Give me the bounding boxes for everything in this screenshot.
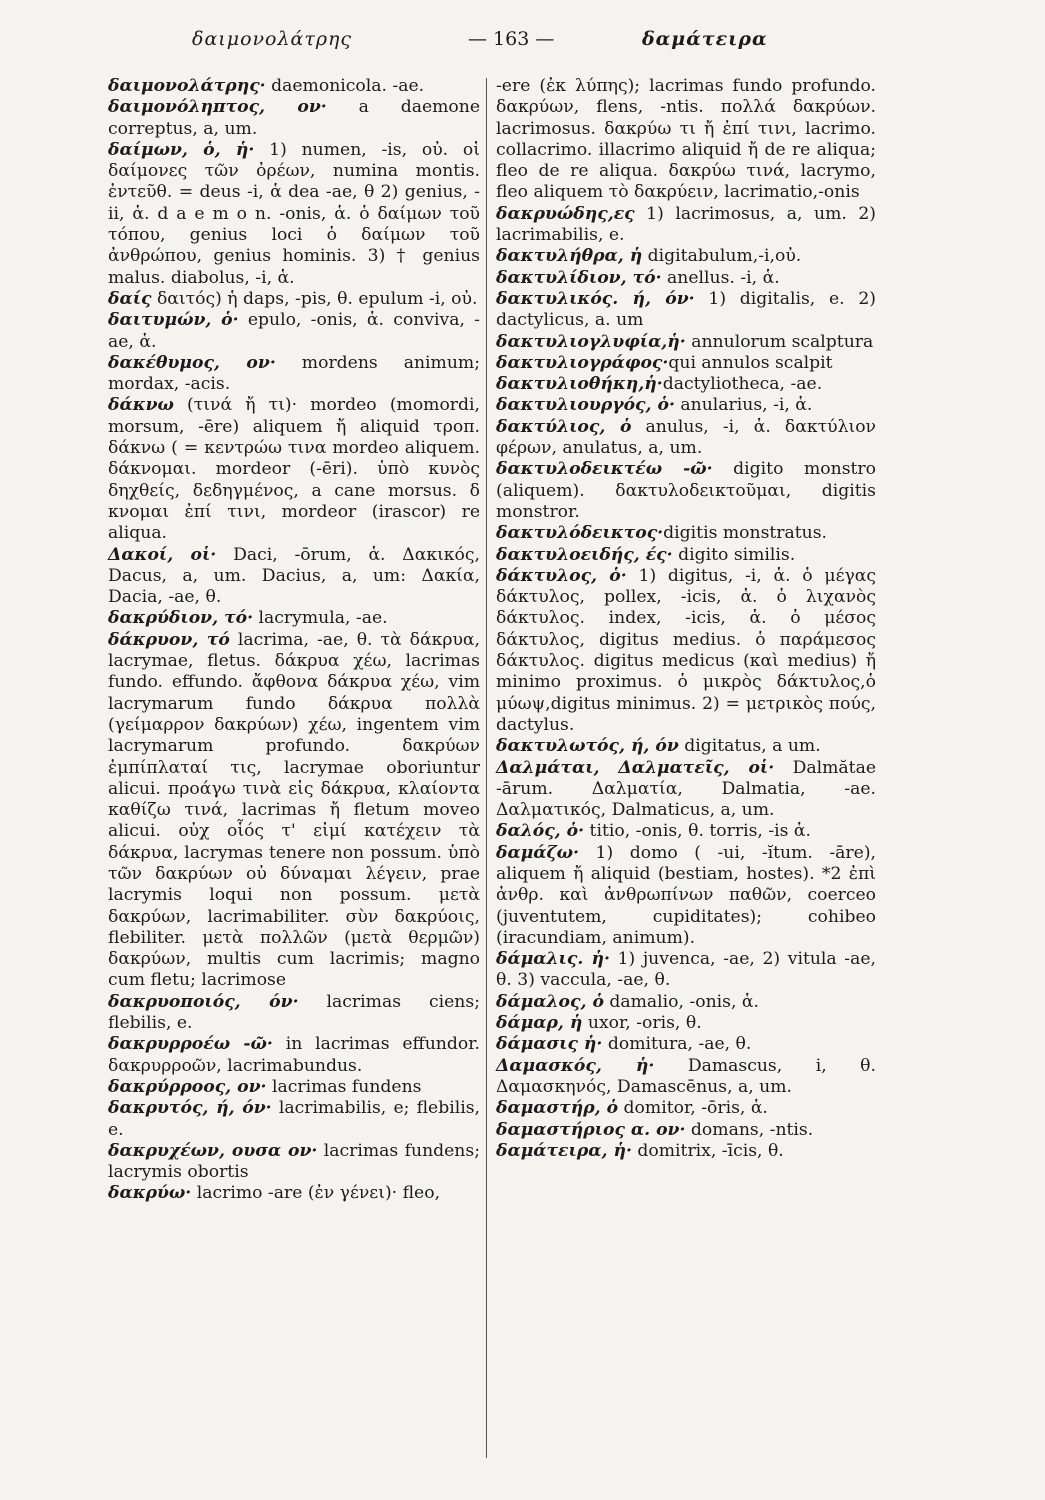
entry-headword: δακτυλιοθήκη,ἡ· [496,374,663,395]
dictionary-entry [496,523,876,544]
dictionary-entry [496,1098,876,1119]
dictionary-entry [496,1034,876,1055]
dictionary-entry [496,1120,876,1141]
entry-definition: domitrix, -īcis, θ. [631,1140,784,1161]
entry-definition: lacrimabilis, e; flebilis, e. [108,1098,480,1140]
entry-definition: Daci, -ōrum, ἁ. Δακικός, Dacus, a, um. Dacius, a, um: Δακία, Dacia, -ae, θ. [108,544,480,608]
running-head [0,28,1045,58]
entry-headword: δαμάτειρα, ἡ· [496,1140,632,1161]
entry-definition: 1) digitus, -i, ἁ. ὁ μέγας δάκτυλος, pollex, -icis, ἁ. ὁ λιχανὸς δάκτυλος. index, -icis, ἁ. ὁ μέσος δάκτυλος, digitus medius. ὁ παράμεσος δάκτυλος. digitus medicus (καὶ medius) ἤ minimo proximus. ὁ μικρὸς δάκτυλος,ὁ μύωψ,digitus minimus. 2) = μετρικὸς πούς, dactylus. [496,565,876,735]
entry-headword: δαιτυμών, ὁ· [108,310,239,331]
dictionary-entry [108,1141,480,1184]
entry-headword: δακτυλήθρα, ἡ [496,246,643,267]
dictionary-entry [108,395,480,544]
entry-definition: damalio, -onis, ἁ. [603,991,759,1012]
entry-headword: δακέθυμος, ον· [108,352,276,373]
header-last-word: δαμάτειρα [642,28,768,50]
dictionary-entry [108,310,480,353]
entry-headword: δάμασις ἡ· [496,1034,603,1055]
dictionary-entry [108,353,480,396]
entry-definition: daemonicola. -ae. [265,76,425,96]
entry-definition: uxor, -oris, θ. [582,1013,702,1034]
dictionary-entry [496,843,876,949]
entry-definition: Dalmătae -ārum. Δαλματία, Dalmatia, -ae. Δαλματικός, Dalmaticus, a, um. [496,757,876,821]
dictionary-entry [108,289,480,310]
dictionary-entry [496,289,876,332]
dictionary-entry [496,76,876,204]
entry-definition: dactyliotheca, -ae. [662,374,823,395]
dictionary-entry [108,630,480,992]
entry-headword: δακρυχέων, ουσα ον· [108,1140,318,1161]
dictionary-entry [496,353,876,374]
entry-definition: mordens animum; mordax, -acis. [108,352,480,395]
entry-headword: δαμάζω· [496,842,580,863]
entry-headword: δάκνω [108,395,174,416]
entry-definition: digitis monstratus. [663,523,828,544]
dictionary-entry [496,758,876,822]
entry-definition: anularius, -i, ἁ. [674,395,813,416]
dictionary-entry [496,992,876,1013]
dictionary-entry [496,459,876,523]
entry-definition: 1) lacrimosus, a, um. 2) lacrimabilis, e. [496,203,876,246]
entry-definition: δαιτός) ἡ daps, -pis, θ. epulum -i, οὐ. [151,288,478,309]
dictionary-entry [108,140,480,289]
entry-headword: δαμαστήριος α. ον· [496,1119,686,1140]
dictionary-entry [496,949,876,992]
entry-definition: domitura, -ae, θ. [602,1034,752,1055]
right-column [496,76,876,1162]
entry-headword: δαμαστήρ, ὁ [496,1098,619,1119]
dictionary-entry [496,566,876,736]
entry-headword: δακρύρροος, ον· [108,1076,267,1097]
entry-definition: domans, -ntis. [685,1119,814,1140]
dictionary-entry [108,992,480,1035]
entry-definition: lacrimas fundens; lacrymis obortis [108,1140,480,1183]
entry-headword: δακτυλοειδής, ές· [496,544,673,565]
dictionary-entry [108,545,480,609]
entry-definition: 1) juvenca, -ae, 2) vitula -ae, θ. 3) vaccula, -ae, θ. [496,949,876,991]
entry-headword: δαιμονολάτρης· [108,76,266,96]
entry-headword: δακρυρροέω -ῶ· [108,1034,273,1055]
entry-headword: δακρυτός, ή, όν· [108,1098,272,1119]
entry-definition: domitor, -ōris, ἁ. [618,1098,768,1119]
entry-definition: annulorum scalptura [685,331,874,352]
dictionary-entry [496,332,876,353]
entry-definition: digitabulum,-i,οὐ. [642,246,802,267]
entry-definition: digito similis. [672,544,796,565]
dictionary-entry [108,608,480,629]
entry-headword: Δακοί, οἱ· [108,544,217,565]
dictionary-entry [496,417,876,460]
left-column [108,76,480,1205]
entry-definition: lacrimas ciens; flebilis, e. [108,991,480,1034]
dictionary-entry [496,246,876,267]
dictionary-entry [496,374,876,395]
entry-definition: epulo, -onis, ἁ. conviva, -ae, ἁ. [108,310,480,352]
entry-headword: δακρύδιον, τό· [108,608,254,629]
entry-headword: δακτυλιογράφος· [496,352,669,373]
dictionary-entry [496,821,876,842]
entry-definition: digitatus, a um. [678,736,821,757]
dictionary-entry [496,395,876,416]
entry-headword: δακτυλοδεικτέω -ῶ· [496,459,713,480]
entry-definition: 1) digitalis, e. 2) dactylicus, a. um [496,288,877,331]
entry-headword: δακτυλικός. ή, όν· [496,288,695,309]
dictionary-entry [496,1013,876,1034]
dictionary-entry [496,204,876,247]
entry-definition: a daemone correptus, a, um. [108,97,481,139]
page-number: — 163 — [468,28,555,50]
entry-definition: titio, -onis, θ. torris, -is ἁ. [584,821,811,842]
entry-headword: δάμαλος, ὁ [496,991,604,1012]
entry-definition: qui annulos scalpit [668,352,833,373]
entry-definition: -ere (ἐκ λύπης); lacrimas fundo profundo. δακρύων, flens, -ntis. πολλά δακρύων. lacrimosus. δακρύω τι ἤ ἐπί τινι, lacrimo. collacrimo. illacrimo aliquid ἤ de re aliqua; fleo de re aliqua. δακρύω τινά, lacrymo, fleo aliquem τὸ δακρύειν, lacrimatio,-onis [496,76,876,203]
dictionary-entry [108,76,480,97]
entry-definition: 1) domo ( -ui, -ĭtum. -āre), aliquem ἤ aliquid (bestiam, hostes). *2 ἐπὶ ἀνθρ. καὶ ἀνθρωπίνων παθῶν, coerceo (juventutem, cupiditates); cohibeo (iracundiam, animum). [496,842,876,948]
dictionary-entry [108,1077,480,1098]
dictionary-entry [496,1056,876,1099]
entry-headword: δακτυλωτός, ή, όν [496,736,679,757]
entry-definition: 1) numen, -is, οὐ. οἱ δαίμονες τῶν ὀρέων, numina montis. ἐντεῦθ. = deus -i, ἁ dea -ae, θ 2) genius, -ii, ἁ. d a e m o n. -onis, ἁ. ὁ δαίμων τοῦ τόπου, genius loci ὁ δαίμων τοῦ ἀνθρώπου, genius hominis. 3) † genius malus. diabolus, -i, ἁ. [108,139,480,288]
entry-definition: anellus. -i, ἁ. [661,267,780,288]
dictionary-entry [496,1141,876,1162]
dictionary-entry [108,97,480,140]
dictionary-entry [108,1034,480,1077]
entry-headword: δακρυώδης,ες [496,203,635,224]
entry-headword: δάμαρ, ἡ [496,1013,583,1034]
dictionary-entry [496,736,876,757]
entry-headword: Δαλμάται, Δαλματεῖς, οἱ· [496,757,775,778]
entry-definition: lacrimo -are (ἐν γένει)· fleo, [191,1183,441,1204]
entry-definition: Damascus, i, θ. Δαμασκηνός, Damascēnus, a, um. [496,1055,876,1097]
entry-definition: digito monstro (aliquem). δακτυλοδεικτοῦμαι, digitis monstror. [496,459,876,522]
entry-definition: lacrimas fundens [266,1076,422,1097]
column-divider [486,78,487,1458]
entry-headword: δακρύω· [108,1183,192,1204]
entry-headword: δάμαλις. ἡ· [496,949,610,970]
entry-headword: δακτυλίδιον, τό· [496,267,662,288]
dictionary-entry [496,268,876,289]
entry-headword: δακτυλιογλυφία,ἡ· [496,331,686,352]
entry-headword: δαιμονόληπτος, ον· [108,97,327,118]
entry-headword: δακρυοποιός, όν· [108,991,299,1012]
entry-headword: δαλός, ὁ· [496,821,585,842]
entry-definition: lacrima, -ae, θ. τὰ δάκρυα, lacrymae, fletus. δάκρυα χέω, lacrimas fundo. effundo. ἄφθονα δάκρυα χέω, vim lacrymarum fundo δάκρυα πολλὰ (γείμαρρον δακρύων) χέω, ingentem vim lacrymarum profundo. δακρύων ἐμπίπλαταί τις, lacrymae oboriuntur alicui. προάγω τινὰ εἰς δάκρυα, κλαίοντα καθίζω τινά, lacrimas ἤ fletum moveo alicui. οὐχ οἷός τ' εἰμί κατέχειν τὰ δάκρυα, lacrymas tenere non possum. ὑπὸ τῶν δακρύων οὐ δύναμαι λέγειν, prae lacrymis loqui non possum. μετὰ δακρύων, lacrimabiliter. σὺν δακρύοις, flebiliter. μετὰ πολλῶν (μετὰ θερμῶν) δακρύων, multis cum lacrimis; magno cum fletu; lacrimose [108,629,480,991]
dictionary-entry [496,545,876,566]
dictionary-entry [108,1183,480,1204]
entry-definition: (τινά ἤ τι)· mordeo (momordi, morsum, -ēre) aliquem ἤ aliquid τροπ. δάκνω ( = κεντρώω τινα mordeo aliquem. δάκνομαι. mordeor (-ēri). ὑπὸ κυνὸς δηχθείς, δεδηγμένος, a cane morsus. δ κνομαι ἐπί τινι, mordeor (irascor) re aliqua. [108,395,480,544]
entry-definition: anulus, -i, ἁ. δακτύλιον φέρων, anulatus, a, um. [496,416,876,459]
entry-headword: δάκτυλος, ὁ· [496,565,627,586]
entry-headword: δαίς [108,288,152,309]
entry-headword: Δαμασκός, ἡ· [496,1055,655,1076]
entry-headword: δάκρυον, τό [108,629,230,650]
dictionary-entry [108,1098,480,1141]
entry-definition: lacrymula, -ae. [253,608,388,629]
entry-headword: δακτυλόδεικτος· [496,523,664,544]
entry-headword: δαίμων, ὁ, ἡ· [108,139,255,160]
entry-headword: δακτύλιος, ὁ [496,416,632,437]
header-first-word: δαιμονολάτρης [192,28,353,50]
entry-definition: in lacrimas effundor. δακρυρροῶν, lacrimabundus. [108,1034,480,1076]
entry-headword: δακτυλιουργός, ὁ· [496,395,675,416]
